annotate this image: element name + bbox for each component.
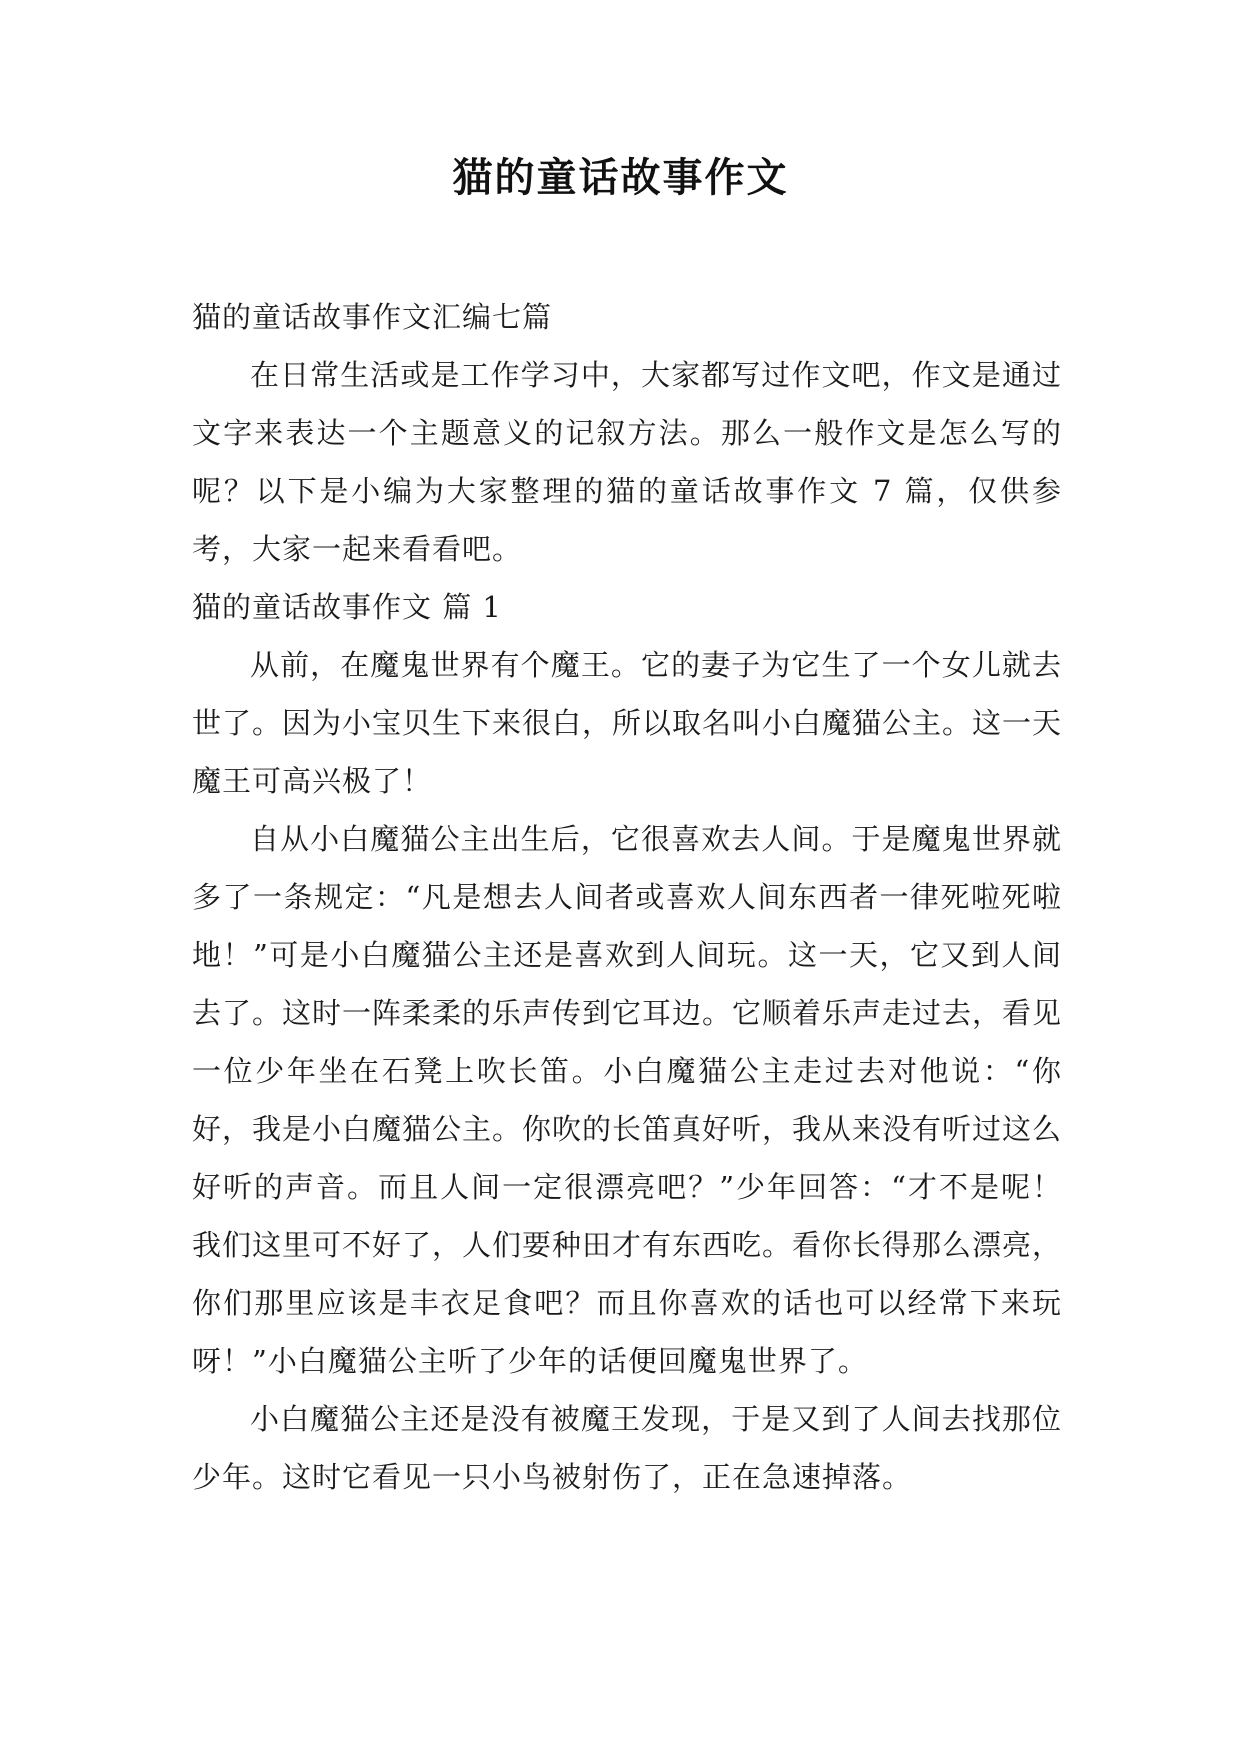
document-body <box>192 288 1062 1506</box>
section-heading: 猫的童话故事作文 篇 1 <box>192 590 502 624</box>
intro-paragraph: 在日常生活或是工作学习中，大家都写过作文吧，作文是通过文字来表达一个主题意义的记叙方法。那么一般作文是怎么写的呢？以下是小编为大家整理的猫的童话故事作文 7 篇，仅供参考，大家一起来看看吧。 <box>192 358 1062 566</box>
document-title: 猫的童话故事作文 <box>452 154 789 201</box>
subtitle-line: 猫的童话故事作文汇编七篇 <box>192 300 553 334</box>
story-paragraph: 自从小白魔猫公主出生后，它很喜欢去人间。于是魔鬼世界就多了一条规定：“凡是想去人间者或喜欢人间东西者一律死啦死啦地！”可是小白魔猫公主还是喜欢到人间玩。这一天，它又到人间去了。这时一阵柔柔的乐声传到它耳边。它顺着乐声走过去，看见一位少年坐在石凳上吹长笛。小白魔猫公主走过去对他说：“你好，我是小白魔猫公主。你吹的长笛真好听，我从来没有听过这么好听的声音。而且人间一定很漂亮吧？”少年回答：“才不是呢！我们这里可不好了，人们要种田才有东西吃。看你长得那么漂亮，你们那里应该是丰衣足食吧？而且你喜欢的话也可以经常下来玩呀！”小白魔猫公主听了少年的话便回魔鬼世界了。 <box>192 822 1063 1378</box>
story-paragraph: 从前，在魔鬼世界有个魔王。它的妻子为它生了一个女儿就去世了。因为小宝贝生下来很白，所以取名叫小白魔猫公主。这一天魔王可高兴极了！ <box>192 648 1063 798</box>
story-paragraph: 小白魔猫公主还是没有被魔王发现，于是又到了人间去找那位少年。这时它看见一只小鸟被射伤了，正在急速掉落。 <box>192 1402 1062 1494</box>
